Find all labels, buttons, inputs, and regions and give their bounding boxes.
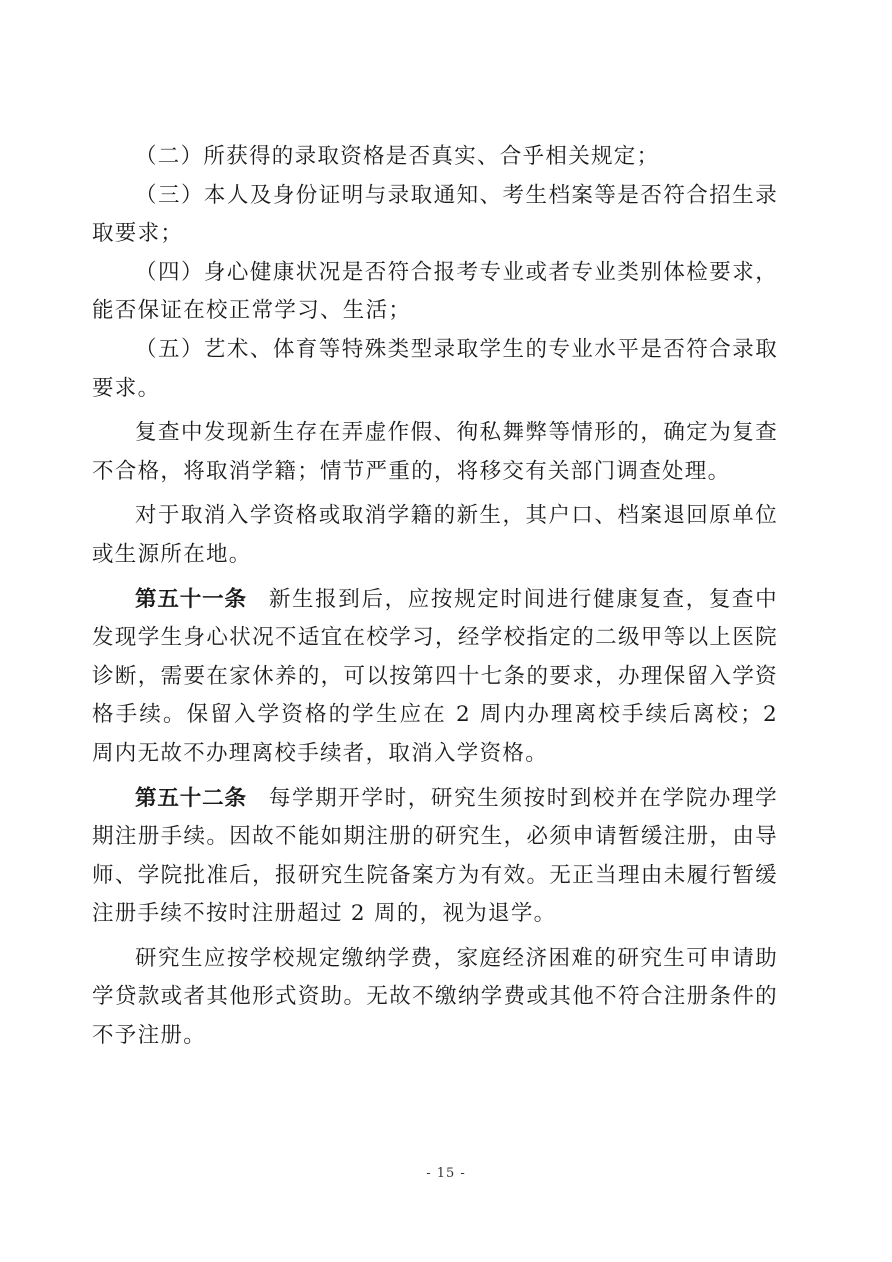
page-number: - 15 - [426,1166,466,1181]
article-52-body: 每学期开学时，研究生须按时到校并在学院办理学期注册手续。因故不能如期注册的研究生，必须申请暂缓注册，由导师、学院批准后，报研究生院备案方为有效。无正当理由未履行暂缓注册手续不按时注册超过 2 周的，视为退学。 [92,785,778,927]
article-51-body: 新生报到后，应按规定时间进行健康复查，复查中发现学生身心状况不适宜在校学习，经学校指定的二级甲等以上医院诊断，需要在家休养的，可以按第四十七条的要求，办理保留入学资格手续。保留入学资格的学生应在 2 周内办理离校手续后离校；2 周内无故不办理离校手续者，取消入学资格。 [92,586,778,766]
clause-4: （四）身心健康状况是否符合报考专业或者专业类别体检要求，能否保证在校正常学习、生活； [92,259,778,324]
clause-2: （二）所获得的录取资格是否真实、合乎相关规定； [135,144,660,169]
review-failure-paragraph: 复查中发现新生存在弄虚作假、徇私舞弊等情形的，确定为复查不合格，将取消学籍；情节严重的，将移交有关部门调查处理。 [92,420,778,484]
article-51-heading: 第五十一条 [135,586,247,612]
page-body [92,138,778,1056]
clause-5: （五）艺术、体育等特殊类型录取学生的专业水平是否符合录取要求。 [92,336,778,401]
article-51 [92,581,778,774]
article-52 [92,780,778,934]
cancellation-paragraph: 对于取消入学资格或取消学籍的新生，其户口、档案退回原单位或生源所在地。 [92,503,778,567]
tuition-paragraph: 研究生应按学校规定缴纳学费，家庭经济困难的研究生可申请助学贷款或者其他形式资助。无故不缴纳学费或其他不符合注册条件的不予注册。 [92,945,778,1049]
clause-3: （三）本人及身份证明与录取通知、考生档案等是否符合招生录取要求； [92,182,778,247]
article-52-heading: 第五十二条 [135,785,247,811]
